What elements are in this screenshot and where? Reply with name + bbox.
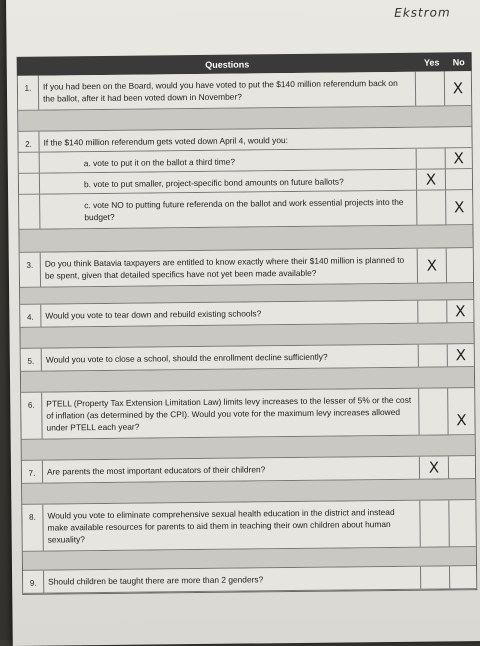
no-mark: X <box>454 198 465 217</box>
question-text: c. vote NO to putting future referenda on the ballot and work essential projects into the budget? <box>40 191 417 229</box>
no-mark: X <box>455 302 466 321</box>
yes-cell <box>417 127 445 147</box>
header-questions: Questions <box>205 58 250 70</box>
no-cell[interactable] <box>445 71 471 105</box>
question-text: Are parents the most important educators of their children? <box>43 457 420 483</box>
yes-cell[interactable] <box>416 71 445 105</box>
no-cell[interactable] <box>447 300 473 322</box>
no-mark: X <box>453 149 464 168</box>
questionnaire-table <box>17 52 478 595</box>
yes-cell[interactable] <box>418 300 447 322</box>
question-number: 8. <box>22 505 43 551</box>
no-cell[interactable] <box>450 566 476 588</box>
question-text: b. vote to put smaller, project-specific bond amounts on future ballots? <box>40 170 417 194</box>
question-row-3 <box>20 248 473 288</box>
yes-cell[interactable] <box>417 169 446 189</box>
question-number <box>19 153 40 173</box>
table-body <box>17 71 477 595</box>
question-number <box>19 174 40 194</box>
no-cell <box>445 127 471 147</box>
yes-cell[interactable] <box>419 388 448 434</box>
question-text: Would you vote to eliminate comprehensive sexual health education in the district and instead make available resources for parents to aid them in teaching their own children about human sexuality? <box>43 501 420 551</box>
question-number: 4. <box>20 305 41 327</box>
no-cell[interactable] <box>446 169 472 189</box>
header-no: No <box>452 56 465 67</box>
no-mark: X <box>452 79 464 98</box>
no-cell[interactable] <box>448 344 474 366</box>
yes-cell[interactable] <box>418 248 447 282</box>
no-cell[interactable] <box>446 190 472 224</box>
yes-cell[interactable] <box>417 148 446 168</box>
no-cell[interactable] <box>448 388 474 434</box>
question-text: If you had been on the Board, would you have voted to put the $140 million referendum back on the ballot, after it had been voted down in November? <box>39 72 416 110</box>
no-cell[interactable] <box>449 456 475 478</box>
question-text: Do you think Batavia taxpayers are entitled to know exactly where their $140 million is planned to be spent, given that detailed specifics have not yet been made available? <box>41 249 418 287</box>
no-mark: X <box>455 346 467 365</box>
question-text: If the $140 million referendum gets voted down April 4, would you: <box>43 135 288 148</box>
yes-mark: X <box>426 256 438 275</box>
yes-mark: X <box>425 170 437 189</box>
yes-cell[interactable] <box>417 190 446 224</box>
handwritten-name: Ekstrom <box>394 5 451 20</box>
question-text: PTELL (Property Tax Extension Limitation Law) limits levy increases to the lesser of 5% or the cost of inflation (as determined by the CPI). Would you vote for the maximum levy increases allowed under PTELL each year? <box>42 389 419 439</box>
header-yes: Yes <box>423 56 440 68</box>
question-row-2c <box>19 190 472 230</box>
question-number: 7. <box>22 461 43 483</box>
question-number: 9. <box>23 571 44 593</box>
question-number: 2. <box>18 132 39 152</box>
question-number: 1. <box>18 76 39 110</box>
question-row-8 <box>22 500 475 552</box>
no-cell[interactable] <box>449 500 475 546</box>
question-number: 5. <box>21 349 42 371</box>
question-number: 6. <box>21 393 42 439</box>
question-number <box>19 195 40 229</box>
question-number: 3. <box>20 253 41 287</box>
question-text: a. vote to put it on the ballot a third time? <box>40 149 417 173</box>
yes-cell[interactable] <box>420 456 449 478</box>
no-cell[interactable] <box>447 248 473 282</box>
question-row-9 <box>23 566 476 594</box>
yes-mark: X <box>428 458 440 477</box>
question-text: Should children be taught there are more than 2 genders? <box>44 567 421 593</box>
no-mark: X <box>456 411 467 430</box>
yes-cell[interactable] <box>419 344 448 366</box>
question-text: Would you vote to tear down and rebuild existing schools? <box>41 301 418 327</box>
yes-cell[interactable] <box>420 500 449 546</box>
no-cell[interactable] <box>446 148 472 168</box>
question-row-1 <box>18 71 471 111</box>
question-text: Would you vote to close a school, should the enrollment decline sufficiently? <box>42 345 419 371</box>
questionnaire-paper <box>6 0 480 646</box>
question-row-6 <box>21 388 474 440</box>
yes-cell[interactable] <box>421 566 450 588</box>
